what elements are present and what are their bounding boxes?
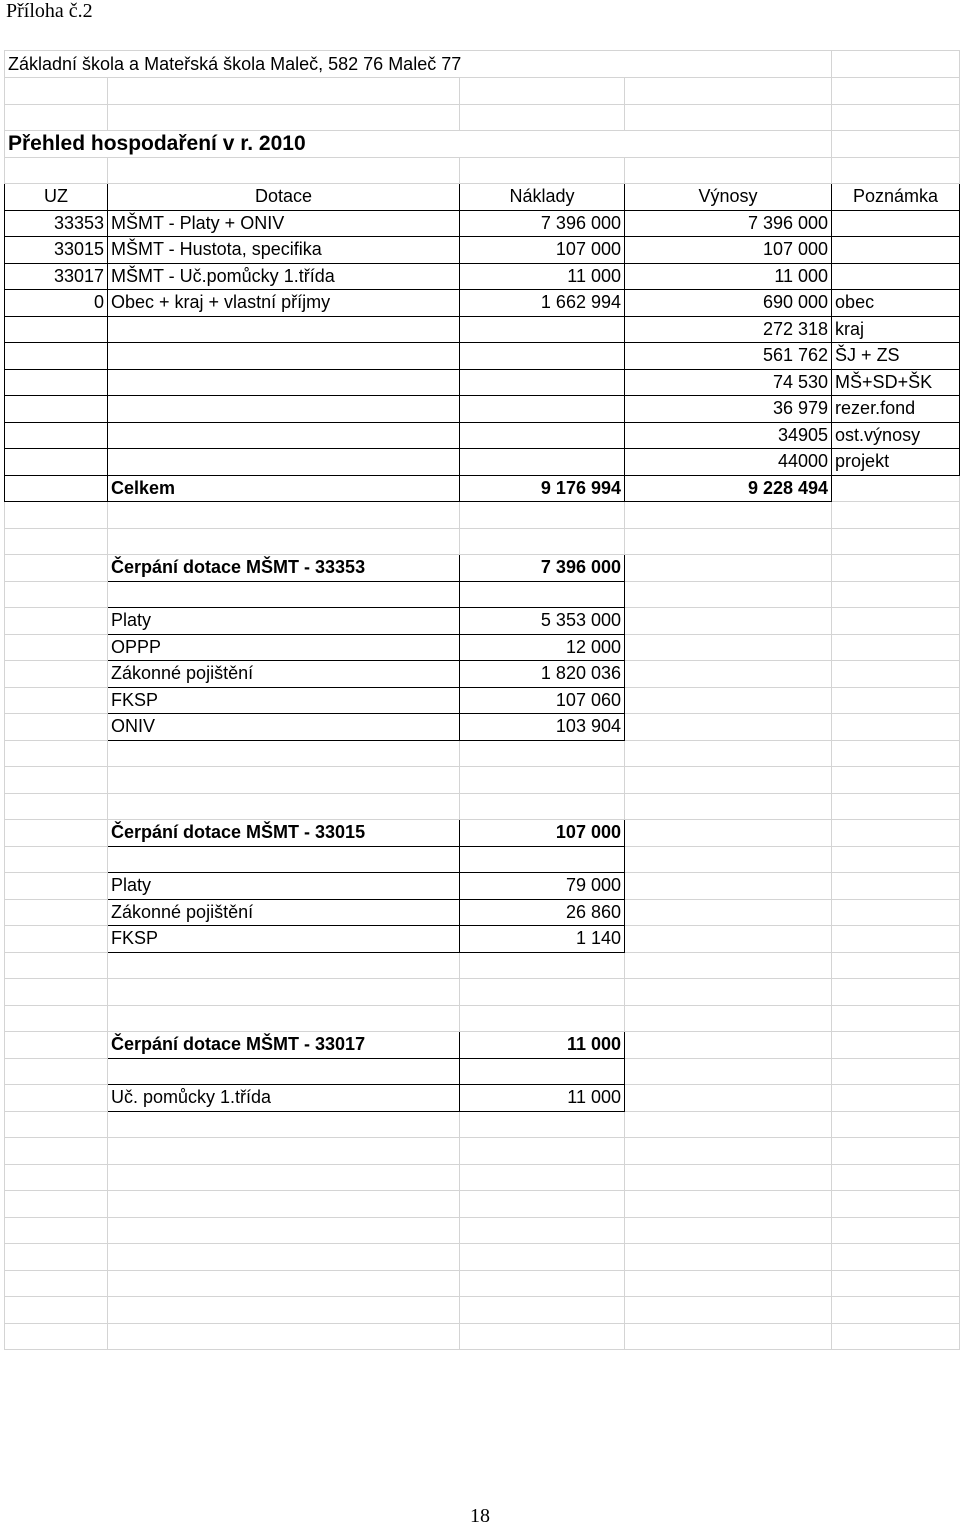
cell-uz: 33353 bbox=[5, 210, 108, 237]
total-naklady: 9 176 994 bbox=[460, 475, 625, 502]
item-value: 26 860 bbox=[460, 899, 625, 926]
cell-naklady: 107 000 bbox=[460, 237, 625, 264]
total-label: Celkem bbox=[108, 475, 460, 502]
school-row bbox=[5, 51, 960, 78]
cell-poznamka: projekt bbox=[832, 449, 960, 476]
cell-poznamka bbox=[832, 237, 960, 264]
cell-vynosy: 690 000 bbox=[625, 290, 832, 317]
section-amount: 107 000 bbox=[460, 820, 625, 847]
section-amount: 7 396 000 bbox=[460, 555, 625, 582]
table-row bbox=[5, 369, 960, 396]
cell-vynosy: 36 979 bbox=[625, 396, 832, 423]
table-row bbox=[5, 263, 960, 290]
table-row bbox=[5, 396, 960, 423]
list-item bbox=[5, 1085, 960, 1112]
cell-poznamka: ost.výnosy bbox=[832, 422, 960, 449]
table-row bbox=[5, 210, 960, 237]
cell-uz: 0 bbox=[5, 290, 108, 317]
list-item bbox=[5, 899, 960, 926]
cell-naklady bbox=[460, 316, 625, 343]
cell-dotace bbox=[108, 449, 460, 476]
item-value: 5 353 000 bbox=[460, 608, 625, 635]
header-naklady: Náklady bbox=[460, 184, 625, 211]
section-title: Čerpání dotace MŠMT - 33017 bbox=[108, 1032, 460, 1059]
cell-poznamka: kraj bbox=[832, 316, 960, 343]
total-row bbox=[5, 475, 960, 502]
section-title-row bbox=[5, 1032, 960, 1059]
cell-vynosy: 561 762 bbox=[625, 343, 832, 370]
section-amount: 11 000 bbox=[460, 1032, 625, 1059]
table-row bbox=[5, 449, 960, 476]
cell-vynosy: 34905 bbox=[625, 422, 832, 449]
cell-poznamka: obec bbox=[832, 290, 960, 317]
item-value: 12 000 bbox=[460, 634, 625, 661]
cell-vynosy: 107 000 bbox=[625, 237, 832, 264]
page-number: 18 bbox=[470, 1505, 490, 1527]
cell-dotace bbox=[108, 369, 460, 396]
item-label: ONIV bbox=[108, 714, 460, 741]
header-poznamka: Poznámka bbox=[832, 184, 960, 211]
cell-uz bbox=[5, 369, 108, 396]
cell-poznamka: MŠ+SD+ŠK bbox=[832, 369, 960, 396]
cell-dotace bbox=[108, 422, 460, 449]
section-title-row bbox=[5, 820, 960, 847]
item-value: 79 000 bbox=[460, 873, 625, 900]
item-label: Platy bbox=[108, 873, 460, 900]
item-value: 1 820 036 bbox=[460, 661, 625, 688]
cell-naklady: 11 000 bbox=[460, 263, 625, 290]
list-item bbox=[5, 873, 960, 900]
list-item bbox=[5, 661, 960, 688]
item-label: Zákonné pojištění bbox=[108, 899, 460, 926]
cell-poznamka bbox=[832, 263, 960, 290]
item-label: OPPP bbox=[108, 634, 460, 661]
cell-uz bbox=[5, 316, 108, 343]
list-item bbox=[5, 714, 960, 741]
item-value: 107 060 bbox=[460, 687, 625, 714]
item-value: 103 904 bbox=[460, 714, 625, 741]
report-title: Přehled hospodaření v r. 2010 bbox=[5, 131, 832, 158]
table-row bbox=[5, 237, 960, 264]
attachment-label: Příloha č.2 bbox=[6, 0, 93, 22]
table-row bbox=[5, 343, 960, 370]
title-row bbox=[5, 131, 960, 158]
list-item bbox=[5, 608, 960, 635]
cell-dotace bbox=[108, 396, 460, 423]
school-name: Základní škola a Mateřská škola Maleč, 582 76 Maleč 77 bbox=[5, 51, 832, 78]
cell-naklady bbox=[460, 396, 625, 423]
section-title: Čerpání dotace MŠMT - 33015 bbox=[108, 820, 460, 847]
table-row bbox=[5, 290, 960, 317]
section-title: Čerpání dotace MŠMT - 33353 bbox=[108, 555, 460, 582]
cell-uz bbox=[5, 396, 108, 423]
cell-vynosy: 272 318 bbox=[625, 316, 832, 343]
cell-poznamka bbox=[832, 210, 960, 237]
list-item bbox=[5, 926, 960, 953]
item-value: 11 000 bbox=[460, 1085, 625, 1112]
cell-dotace: MŠMT - Uč.pomůcky 1.třída bbox=[108, 263, 460, 290]
table-row bbox=[5, 316, 960, 343]
table-header bbox=[5, 184, 960, 211]
item-label: Platy bbox=[108, 608, 460, 635]
item-label: Zákonné pojištění bbox=[108, 661, 460, 688]
budget-sheet bbox=[4, 50, 960, 1350]
header-vynosy: Výnosy bbox=[625, 184, 832, 211]
cell-poznamka: rezer.fond bbox=[832, 396, 960, 423]
cell-dotace: MŠMT - Hustota, specifika bbox=[108, 237, 460, 264]
cell-dotace bbox=[108, 343, 460, 370]
total-vynosy: 9 228 494 bbox=[625, 475, 832, 502]
cell-naklady bbox=[460, 449, 625, 476]
cell-dotace bbox=[108, 316, 460, 343]
item-label: FKSP bbox=[108, 926, 460, 953]
cell-uz bbox=[5, 343, 108, 370]
cell-naklady bbox=[460, 369, 625, 396]
cell-vynosy: 11 000 bbox=[625, 263, 832, 290]
item-label: FKSP bbox=[108, 687, 460, 714]
item-value: 1 140 bbox=[460, 926, 625, 953]
section-title-row bbox=[5, 555, 960, 582]
cell-uz: 33015 bbox=[5, 237, 108, 264]
table-row bbox=[5, 422, 960, 449]
cell-naklady: 7 396 000 bbox=[460, 210, 625, 237]
cell-vynosy: 44000 bbox=[625, 449, 832, 476]
cell-vynosy: 74 530 bbox=[625, 369, 832, 396]
cell-naklady bbox=[460, 422, 625, 449]
cell-uz bbox=[5, 449, 108, 476]
header-dotace: Dotace bbox=[108, 184, 460, 211]
cell-uz: 33017 bbox=[5, 263, 108, 290]
cell-vynosy: 7 396 000 bbox=[625, 210, 832, 237]
cell-uz bbox=[5, 422, 108, 449]
header-uz: UZ bbox=[5, 184, 108, 211]
cell-dotace: MŠMT - Platy + ONIV bbox=[108, 210, 460, 237]
cell-naklady bbox=[460, 343, 625, 370]
list-item bbox=[5, 634, 960, 661]
item-label: Uč. pomůcky 1.třída bbox=[108, 1085, 460, 1112]
cell-poznamka: ŠJ + ZS bbox=[832, 343, 960, 370]
cell-dotace: Obec + kraj + vlastní příjmy bbox=[108, 290, 460, 317]
list-item bbox=[5, 687, 960, 714]
cell-naklady: 1 662 994 bbox=[460, 290, 625, 317]
